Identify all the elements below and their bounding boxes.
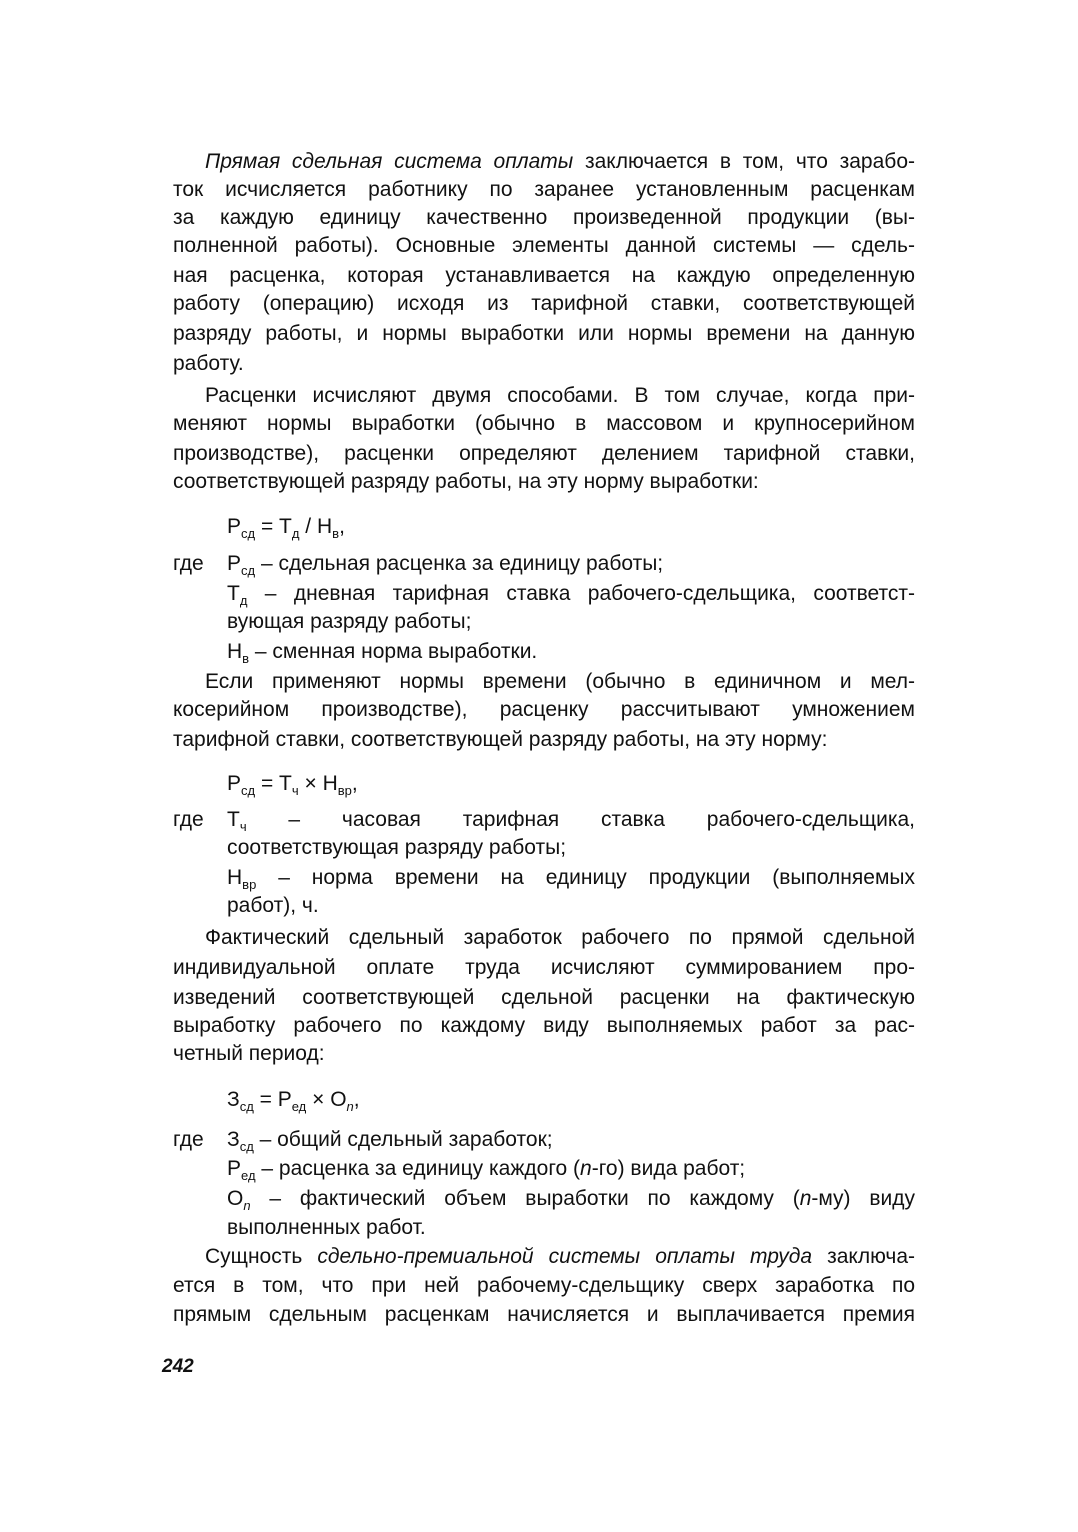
where-label-2: где — [173, 808, 204, 831]
paragraph-3-line-2: косерийном производстве), расценку рассчитывают умножением — [173, 698, 915, 721]
paragraph-1-line-5: ная расценка, которая устанавливается на каждую определенную — [173, 264, 915, 287]
paragraph-3-line-3: тарифной ставки, соответствующей разряду работы, на эту норму: — [173, 728, 828, 751]
paragraph-1-line-7: разряду работы, и нормы выработки или нормы времени на данную — [173, 322, 915, 345]
paragraph-1-line-8: работу. — [173, 352, 244, 375]
definition-2a: $Т_ч$ – часовая тарифная ставка рабочего-сдельщика, — [227, 808, 915, 834]
paragraph-2-line-1: Расценки исчисляют двумя способами. В том случае, когда при- — [205, 384, 915, 407]
paragraph-2-line-3: производстве), расценки определяют делением тарифной ставки, — [173, 442, 915, 465]
definition-3c: $О_n$ – фактический объем выработки по каждому (n-му) виду — [227, 1187, 915, 1213]
definition-1c: $Н_в$ – сменная норма выработки. — [227, 640, 538, 666]
paragraph-1-line-3: за каждую единицу качественно произведенной продукции (вы- — [173, 206, 915, 229]
paragraph-1-line-6: работу (операцию) исходя из тарифной ставки, соответствующей — [173, 292, 915, 315]
paragraph-4-line-5: четный период: — [173, 1042, 325, 1065]
formula-piece-rate-by-output: $Р_{сд} = Т_д / Н_в$, — [227, 515, 345, 541]
definition-2a-cont: соответствующая разряду работы; — [227, 836, 567, 859]
paragraph-4-line-1: Фактический сдельный заработок рабочего по прямой сдельной — [205, 926, 915, 949]
definition-3c-cont: выполненных работ. — [227, 1216, 426, 1239]
paragraph-2-line-4: соответствующей разряду работы, на эту норму выработки: — [173, 470, 759, 493]
paragraph-4-line-4: выработку рабочего по каждому виду выполняемых работ за рас- — [173, 1014, 915, 1037]
paragraph-4-line-2: индивидуальной оплате труда исчисляют суммированием про- — [173, 956, 915, 979]
paragraph-1-line-4: полненной работы). Основные элементы данной системы — сдель- — [173, 234, 915, 257]
paragraph-5-line-2: ется в том, что при ней рабочему-сдельщику сверх заработка по — [173, 1274, 915, 1297]
definition-3a: $З_{сд}$ – общий сдельный заработок; — [227, 1128, 553, 1154]
paragraph-2-line-2: меняют нормы выработки (обычно в массовом и крупносерийном — [173, 412, 915, 435]
formula-piece-rate-by-time: $Р_{сд} = Т_ч \times Н_{вр}$, — [227, 772, 358, 798]
term-piece-bonus-system: сдельно-премиальной системы оплаты труда — [317, 1245, 813, 1268]
where-label-1: где — [173, 552, 204, 575]
definition-1b-cont: вующая разряду работы; — [227, 610, 472, 633]
term-direct-piece-rate: Прямая сдельная система оплаты — [205, 150, 574, 173]
paragraph-1-line-1: Прямая сдельная система оплаты заключается в том, что зарабо- — [205, 150, 915, 173]
where-label-3: где — [173, 1128, 204, 1151]
definition-3b: $Р_{ед}$ – расценка за единицу каждого (n-го) вида работ; — [227, 1157, 746, 1183]
definition-2b-cont: работ), ч. — [227, 894, 319, 917]
paragraph-5-line-1: Сущность сдельно-премиальной системы оплаты труда заключа- — [205, 1245, 915, 1268]
definition-2b: $Н_{вр}$ – норма времени на единицу продукции (выполняемых — [227, 866, 915, 892]
paragraph-1-line-2: ток исчисляется работнику по заранее установленным расценкам — [173, 178, 915, 201]
page-number: 242 — [162, 1356, 194, 1377]
paragraph-4-line-3: изведений соответствующей сдельной расценки на фактическую — [173, 986, 915, 1009]
paragraph-5-line-3: прямым сдельным расценкам начисляется и выплачивается премия — [173, 1303, 915, 1326]
definition-1a: $Р_{сд}$ – сдельная расценка за единицу работы; — [227, 552, 664, 578]
formula-total-piece-earnings: $З_{сд} = Р_{ед} \times О_n$, — [227, 1088, 360, 1114]
definition-1b: $Т_д$ – дневная тарифная ставка рабочего-сдельщика, соответст- — [227, 582, 915, 608]
paragraph-3-line-1: Если применяют нормы времени (обычно в единичном и мел- — [205, 670, 915, 693]
